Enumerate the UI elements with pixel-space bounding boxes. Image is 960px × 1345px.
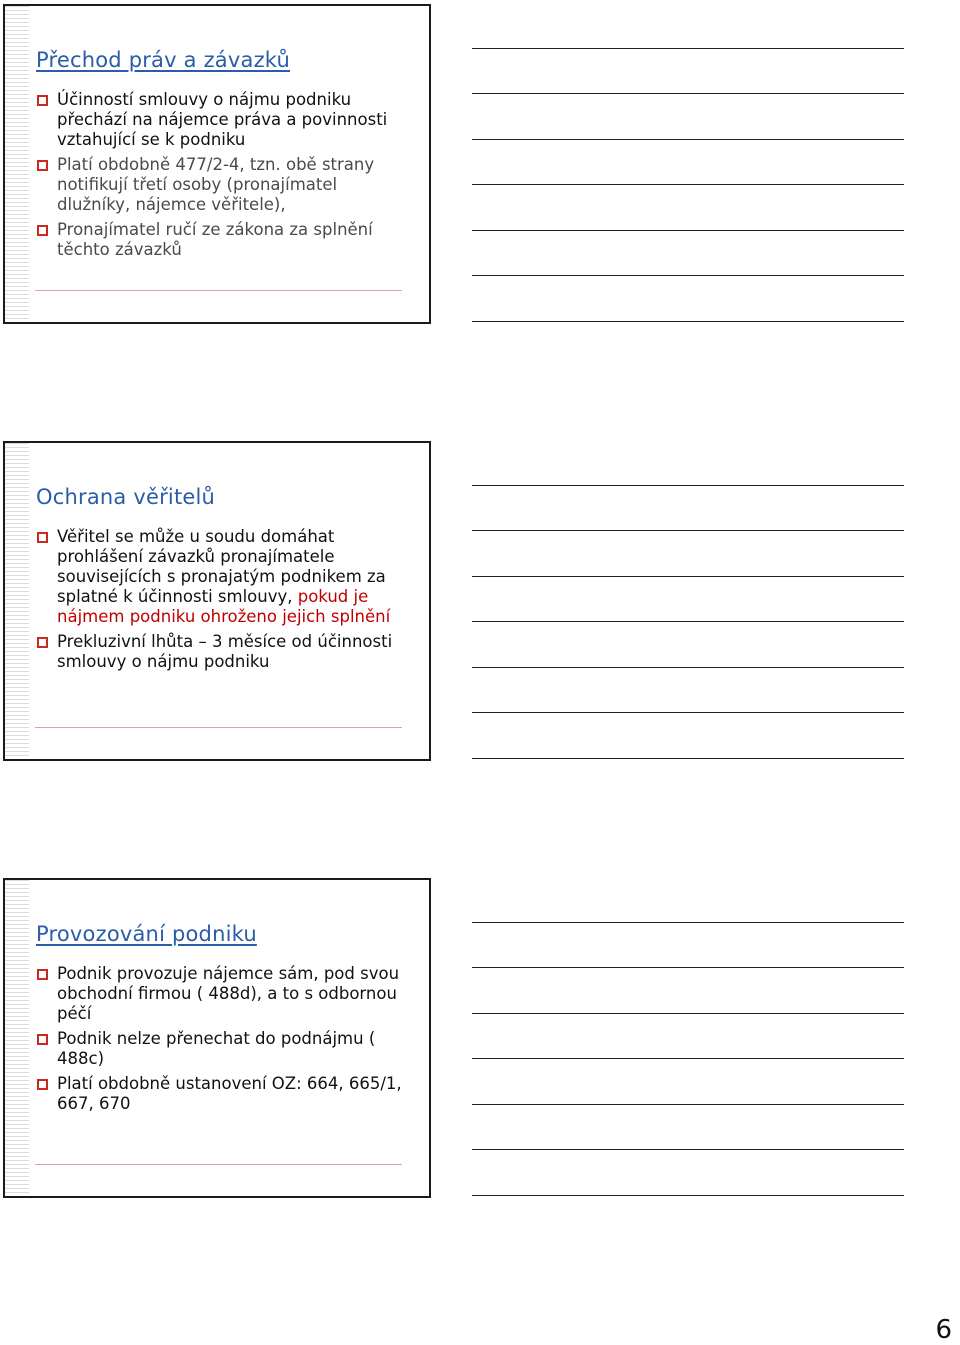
note-line <box>472 486 904 532</box>
note-line <box>472 185 904 231</box>
note-line <box>472 531 904 577</box>
square-bullet-icon <box>37 160 48 171</box>
slide-1 <box>3 4 431 324</box>
bullet-text: Prekluzivní lhůta – 3 měsíce od účinnosti smlouvy o nájmu podniku <box>57 632 393 671</box>
page-number: 6 <box>935 1315 952 1345</box>
slide-footer-divider <box>35 727 402 728</box>
bullet-item <box>36 964 411 1024</box>
notes-lines <box>472 877 904 1196</box>
slide-footer-divider <box>35 290 402 291</box>
note-line <box>472 1014 904 1060</box>
bullet-item <box>36 632 411 672</box>
bullet-highlight-text: pokud je nájmem podniku ohroženo jejich splnění <box>57 587 391 626</box>
square-bullet-icon <box>37 532 48 543</box>
bullet-text: Platí obdobně ustanovení OZ: 664, 665/1, 667, 670 <box>57 1074 402 1113</box>
notes-lines <box>472 440 904 759</box>
note-line <box>472 1150 904 1196</box>
bullet-text: Pronajímatel ručí ze zákona za splnění těchto závazků <box>57 220 373 259</box>
note-line <box>472 231 904 277</box>
note-line <box>472 1105 904 1151</box>
slide-footer-divider <box>35 1164 402 1165</box>
square-bullet-icon <box>37 1079 48 1090</box>
bullet-text: Podnik provozuje nájemce sám, pod svou obchodní firmou ( 488d), a to s odbornou péčí <box>57 964 400 1023</box>
bullet-list <box>36 90 411 265</box>
bullet-text: Účinností smlouvy o nájmu podniku přechází na nájemce práva a povinnosti vztahující se k podniku <box>57 90 388 149</box>
square-bullet-icon <box>37 95 48 106</box>
square-bullet-icon <box>37 637 48 648</box>
note-line <box>472 49 904 95</box>
note-line <box>472 276 904 322</box>
slide-3 <box>3 878 431 1198</box>
bullet-item <box>36 220 411 260</box>
slide-2 <box>3 441 431 761</box>
bullet-text: Věřitel se může u soudu domáhat prohlášení závazků pronajímatele souvisejících s pronajatým podnikem za splatné k účinnosti smlouvy, <box>57 527 386 606</box>
note-line <box>472 3 904 49</box>
note-line <box>472 94 904 140</box>
note-line <box>472 713 904 759</box>
bullet-item <box>36 527 411 627</box>
bullet-item <box>36 155 411 215</box>
bullet-list <box>36 527 411 677</box>
note-line <box>472 968 904 1014</box>
bullet-text: Platí obdobně 477/2-4, tzn. obě strany notifikují třetí osoby (pronajímatel dlužníky, nájemce věřitele), <box>57 155 375 214</box>
notes-lines <box>472 3 904 322</box>
note-line <box>472 140 904 186</box>
note-line <box>472 668 904 714</box>
note-line <box>472 622 904 668</box>
bullet-item <box>36 90 411 150</box>
slide-title: Ochrana věřitelů <box>36 485 216 509</box>
slide-title: Provozování podniku <box>36 922 257 946</box>
note-line <box>472 577 904 623</box>
slide-title: Přechod práv a závazků <box>36 48 291 72</box>
bullet-item <box>36 1029 411 1069</box>
note-line <box>472 440 904 486</box>
square-bullet-icon <box>37 225 48 236</box>
bullet-list <box>36 964 411 1119</box>
bullet-item <box>36 1074 411 1114</box>
square-bullet-icon <box>37 1034 48 1045</box>
note-line <box>472 1059 904 1105</box>
bullet-text: Podnik nelze přenechat do podnájmu ( 488c) <box>57 1029 376 1068</box>
note-line <box>472 923 904 969</box>
square-bullet-icon <box>37 969 48 980</box>
note-line <box>472 877 904 923</box>
